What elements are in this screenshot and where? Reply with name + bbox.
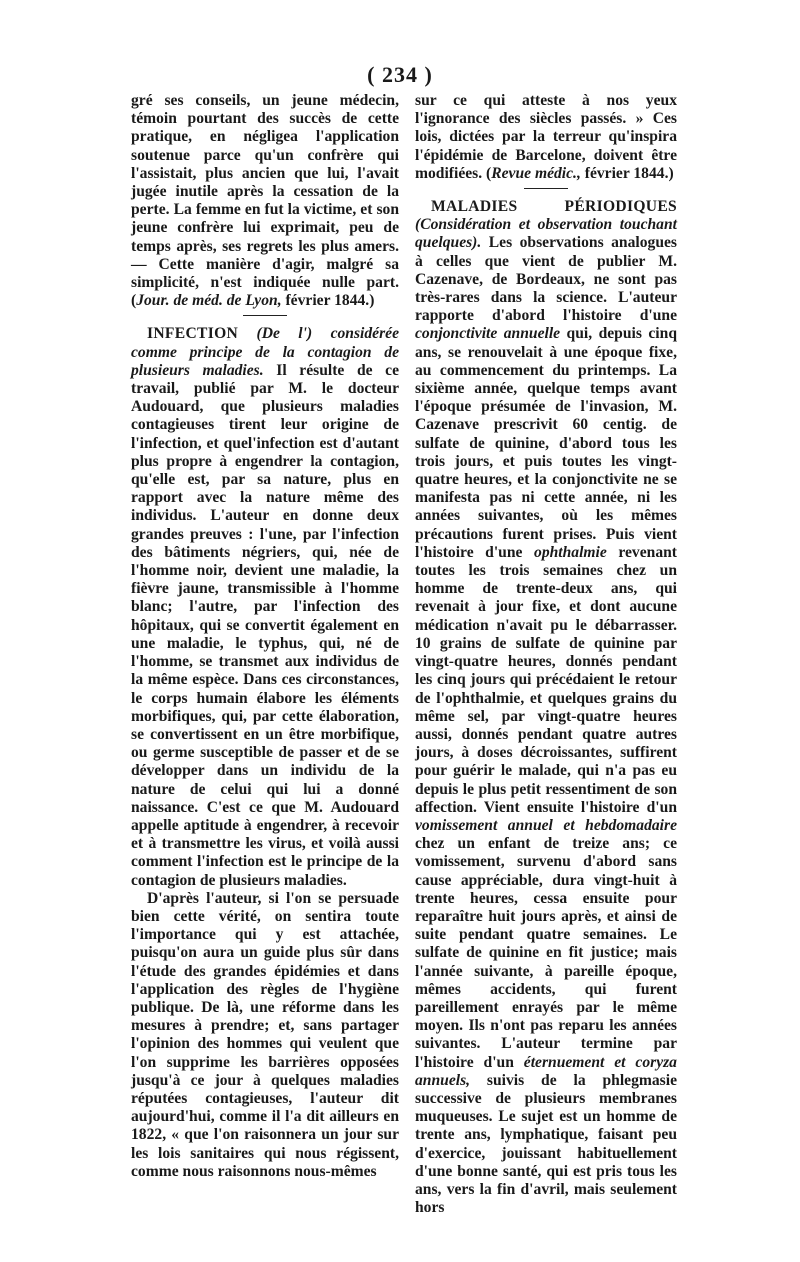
entry-text: suivis de la phlegmasie successive de plusieurs membranes muqueuses. Le sujet est un homme de trente ans, lymphatique, faisant peu d'exercice, jouissant habituellement d'une bonne santé, qui est pris tous les ans, vers la fin d'avril, mais seulement hors [415,1071,677,1217]
paragraph-obstetric-tail [131,92,399,310]
entry-periodic-diseases [415,198,677,1217]
entry-italic-term: vomissement annuel et hebdomadaire [415,816,677,834]
source-citation: Revue médic., [491,164,581,182]
section-divider [243,315,287,316]
citation-date: février 1844.) [281,292,375,310]
entry-italic-term: conjonctivite annuelle [415,325,561,343]
entry-heading: INFECTION [147,325,239,343]
left-column [131,92,399,1181]
entry-text: revenant toutes les trois semaines chez un homme de trente-deux ans, qui revenait à jour fixe, et dont aucune médication n'avait pu le débarrasser. 10 grains de sulfate de quinine par vingt-quatre heures, donnés pendant les cinq jours qui précédaient le retour de l'ophthalmie, et quelques grains du même sel, par vingt-quatre heures aussi, donnés pendant quatre autres jours, à doses décroissantes, suffirent pour guérir le malade, qui n'a pas eu depuis le plus petit ressentiment de son affection. Vient ensuite l'histoire d'un [415,543,677,816]
entry-heading: MALADIES PÉRIODIQUES [431,198,677,216]
entry-italic-term: ophthalmie [534,543,607,561]
entry-title: considérée comme principe de la contagion de plusieurs maladies. [131,325,399,379]
paragraph-author-opinion: D'après l'auteur, si l'on se persuade bien cette vérité, on sentira toute l'importance qui y est attachée, puisqu'on aura un guide plus sûr dans l'étude des grandes épidémies et dans l'application des règles de l'hygiène publique. De là, une réforme dans les mesures à prendre; et, sans partager l'opinion des hommes qui veulent que l'on supprime les barrières opposées jusqu'à ce jour à quelques maladies réputées contagieuses, l'auteur dit aujourd'hui, comme il l'a dit ailleurs en 1822, « que l'on raisonnera un jour sur les lois sanitaires qui nous régissent, comme nous raisonnons nous-mêmes [131,889,399,1180]
entry-heading-paren: (De l') [238,325,331,343]
entry-text: Il résulte de ce travail, publié par M. le docteur Audouard, que plusieurs maladies contagieuses tirent leur origine de l'infection, et quel'infection est d'autant plus propre à engendrer la contagion, qu'elle est, par sa nature, plus en rapport avec la nature même des individus. L'auteur en donne deux grandes preuves : l'une, par l'infection des bâtiments négriers, qui, née de l'homme noir, devient une maladie, la fièvre jaune, transmissible à l'homme blanc; l'autre, par l'infection des hôpitaux, qui se convertit également en une maladie, le typhus, qui, né de l'homme, se transmet aux individus de la même espèce. Dans ces circonstances, le corps humain élabore les éléments morbifiques, qui, par cette élaboration, se convertissent en un être morbifique, ou germe susceptible de passer et de se développer dans un individu de la nature de celui qui lui a donné naissance. C'est ce que M. Audouard appelle aptitude à engendrer, à recevoir et à transmettre les virus, et voilà aussi comment l'infection est le principe de la contagion de plusieurs maladies. [131,361,400,889]
entry-text: chez un enfant de treize ans; ce vomissement, survenu d'abord sans cause appréciable, dura vingt-huit à trente heures, cessa ensuite pour reparaître huit jours après, et ainsi de suite pendant quatre semaines. Le sulfate de quinine en fit justice; mais l'année suivante, à pareille époque, mêmes accidents, qui furent pareillement enrayés par le même moyen. Ils n'ont pas reparu les années suivantes. L'auteur termine par l'histoire d'un [415,835,677,1071]
source-citation: Jour. de méd. de Lyon, [136,292,282,310]
paragraph-text: sur ce qui atteste à nos yeux l'ignorance des siècles passés. » Ces lois, dictées par la terreur qu'inspira l'épidémie de Barcelone, doivent être modifiées. ( [415,92,677,182]
section-divider [524,188,568,189]
page-number: ( 234 ) [367,62,433,87]
right-column [415,92,677,1217]
entry-italic-term: éternuement et coryza annuels, [415,1053,677,1089]
entry-title: (Considération et observation touchant quelques). [415,216,677,252]
entry-text: Les observations analogues à celles que vient de publier M. Cazenave, de Bordeaux, ne sont pas très-rares dans la science. L'auteur rapporte d'abord l'histoire d'une [415,234,677,325]
entry-infection [131,325,399,889]
entry-text: qui, depuis cinq ans, se renouvelait à une époque fixe, au commencement du printemps. La sixième année, quelque temps avant l'époque présumée de l'invasion, M. Cazenave prescrivit 60 centig. de sulfate de quinine, d'abord tous les trois jours, et puis toutes les vingt-quatre heures, et la conjonctivite ne se manifesta pas ni cette année, ni les années suivantes, où les mêmes précautions furent prises. Puis vient l'histoire d'une [415,325,677,561]
citation-date: février 1844.) [580,164,674,182]
paragraph-contagion-tail [415,92,677,183]
paragraph-text: gré ses conseils, un jeune médecin, témoin pourtant des succès de cette pratique, en négligea l'application soutenue parce qu'un confrère qui l'assistait, plus ancien que lui, l'avait jugée inutile après la cessation de la perte. La femme en fut la victime, et son jeune confrère lui exprimait, peu de temps après, ses regrets les plus amers. — Cette manière d'agir, malgré sa simplicité, n'est indiquée nulle part. ( [131,92,399,310]
